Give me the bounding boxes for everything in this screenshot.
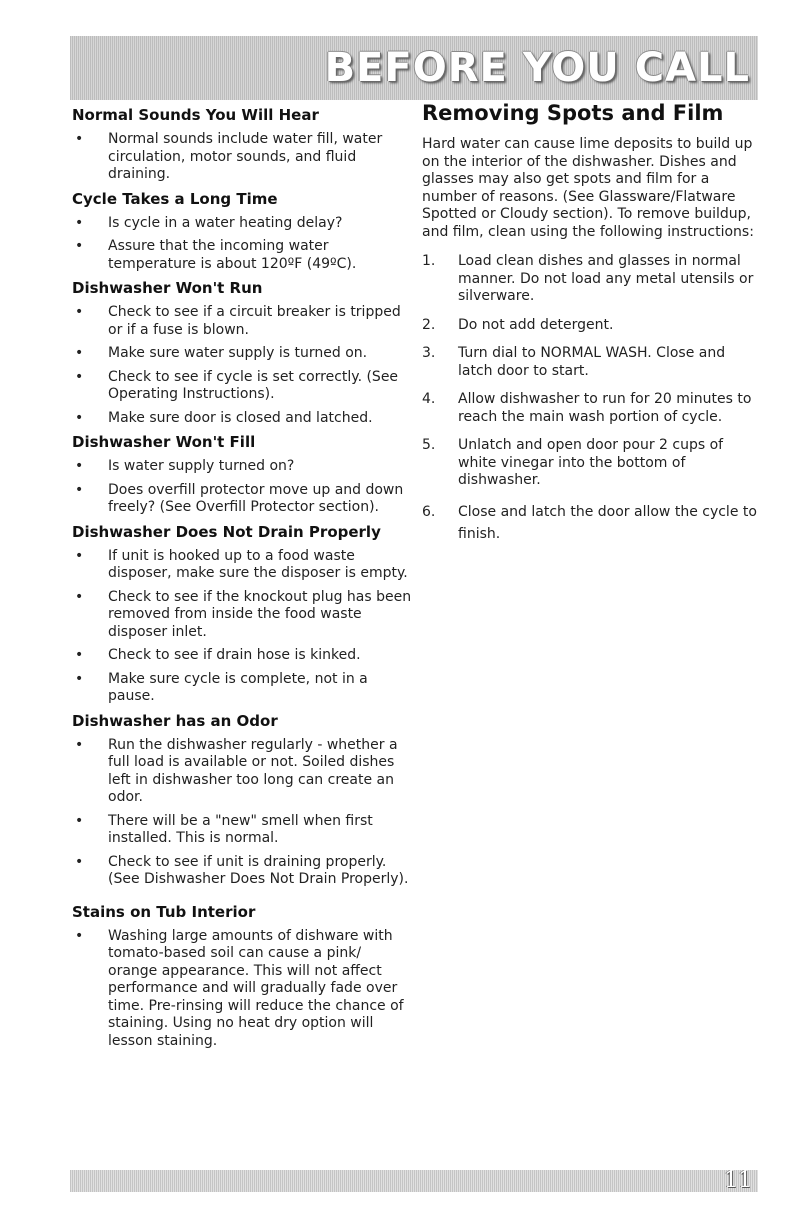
bullet-icon: • (75, 304, 84, 320)
section-heading: Dishwasher has an Odor (72, 711, 278, 730)
page-number: 11 (724, 1168, 752, 1193)
list-item: • Make sure door is closed and latched. (75, 409, 373, 426)
section-cycle-long (72, 190, 412, 274)
bullet-icon: • (75, 670, 84, 687)
section-heading: Stains on Tub Interior (72, 902, 256, 921)
step-item: 4. Allow dishwasher to run for 20 minutes to reach the main wash portion of cycle. (422, 391, 752, 425)
list-item: • Assure that the incoming water temperature is about 120ºF (49ºC). (75, 238, 357, 272)
step-number: 5. (422, 437, 436, 453)
bullet-icon: • (75, 214, 84, 231)
intro-paragraph: Hard water can cause lime deposits to build up on the interior of the dishwasher. Dishes and glasses may also get spots and film for a number of reasons. (See Glassware/Flatware Spotted or Cloudy section). To remove buildup, and film, clean using the following instructions: (422, 136, 754, 240)
list-item: • Run the dishwasher regularly - whether a full load is available or not. Soiled dishes left in dishwasher too long can create an odor. (75, 736, 398, 805)
bullet-icon: • (75, 647, 84, 663)
bullet-icon: • (75, 812, 84, 829)
list-item: • Check to see if drain hose is kinked. (75, 647, 361, 663)
step-number: 3. (422, 345, 436, 361)
section-not-drain (72, 523, 412, 706)
bullet-icon: • (75, 368, 84, 385)
bullet-icon: • (75, 736, 84, 753)
spots-film-column (422, 100, 762, 556)
list-item: • Is water supply turned on? (75, 458, 295, 474)
bullet-icon: • (75, 588, 84, 605)
section-stains (72, 903, 412, 1051)
step-number: 1. (422, 253, 436, 269)
list-item: • Make sure water supply is turned on. (75, 345, 368, 361)
section-title: Removing Spots and Film (422, 101, 724, 125)
step-item: 1. Load clean dishes and glasses in normal manner. Do not load any metal utensils or silverware. (422, 253, 754, 304)
step-item: 5. Unlatch and open door pour 2 cups of white vinegar into the bottom of dishwasher. (422, 437, 724, 488)
list-item: • There will be a "new" smell when first installed. This is normal. (75, 812, 373, 846)
bullet-icon: • (75, 547, 84, 564)
troubleshooting-column (72, 106, 412, 1056)
list-item: • Check to see if unit is draining properly. (See Dishwasher Does Not Drain Properly). (75, 853, 409, 887)
list-item: • If unit is hooked up to a food waste disposer, make sure the disposer is empty. (75, 547, 408, 581)
bullet-icon: • (75, 409, 84, 426)
section-normal-sounds (72, 106, 412, 184)
step-item: 2. Do not add detergent. (422, 316, 614, 333)
step-item: 3. Turn dial to NORMAL WASH. Close and latch door to start. (422, 345, 726, 379)
bullet-icon: • (75, 927, 84, 944)
list-item: • Check to see if the knockout plug has been removed from inside the food waste disposer inlet. (75, 588, 412, 640)
section-heading: Dishwasher Won't Run (72, 279, 263, 297)
header-band (70, 36, 758, 100)
bullet-icon: • (75, 131, 84, 147)
section-heading: Dishwasher Won't Fill (72, 433, 256, 451)
list-item: • Check to see if cycle is set correctly. (See Operating Instructions). (75, 368, 399, 402)
bullet-icon: • (75, 853, 84, 870)
bullet-icon: • (75, 238, 84, 254)
bullet-icon: • (75, 481, 84, 498)
instruction-steps (422, 253, 762, 545)
footer-band (70, 1170, 758, 1192)
section-wont-run (72, 279, 412, 427)
bullet-icon: • (75, 458, 84, 474)
bullet-icon: • (75, 345, 84, 361)
list-item: • Is cycle in a water heating delay? (75, 214, 343, 231)
section-odor (72, 712, 412, 889)
step-number: 2. (422, 316, 436, 333)
step-number: 4. (422, 391, 436, 407)
section-heading: Cycle Takes a Long Time (72, 189, 278, 208)
list-item: • Check to see if a circuit breaker is tripped or if a fuse is blown. (75, 304, 401, 338)
section-wont-fill (72, 433, 412, 517)
page-title: BEFORE YOU CALL (324, 45, 750, 91)
list-item: • Washing large amounts of dishware with tomato-based soil can cause a pink/ orange appearance. This will not affect performance and will gradually fade over time. Pre-rinsing will reduce the chance of staining. Using no heat dry option will lesson staining. (75, 927, 404, 1049)
list-item: • Does overfill protector move up and down freely? (See Overfill Protector section). (75, 481, 404, 515)
list-item: • Normal sounds include water fill, water circulation, motor sounds, and fluid draining. (75, 131, 383, 182)
section-heading: Normal Sounds You Will Hear (72, 106, 319, 124)
section-heading: Dishwasher Does Not Drain Properly (72, 522, 381, 541)
step-number: 6. (422, 503, 436, 520)
list-item: • Make sure cycle is complete, not in a pause. (75, 670, 368, 704)
step-item: 6. Close and latch the door allow the cycle to finish. (422, 501, 762, 545)
